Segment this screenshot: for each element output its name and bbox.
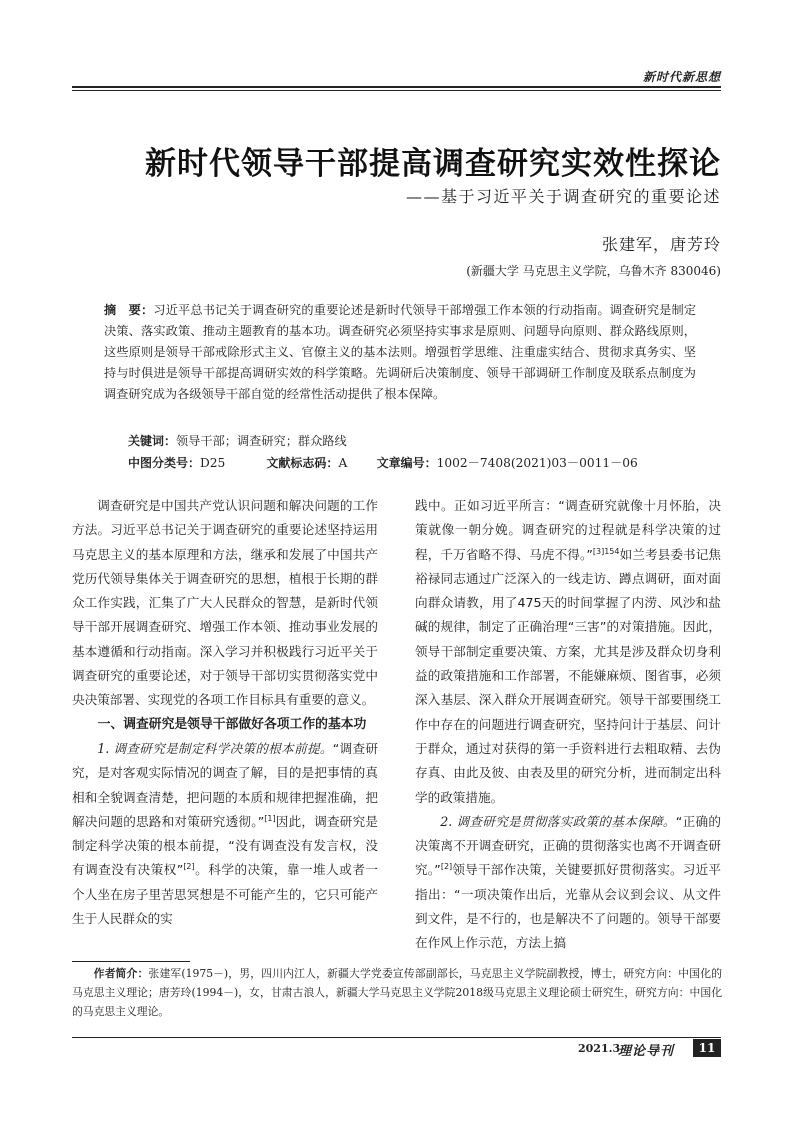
page-number: 11 [693, 1039, 721, 1057]
paragraph-lead: 1. 调查研究是制定科学决策的根本前提。 [97, 740, 333, 756]
clc-label: 中图分类号： [128, 456, 201, 470]
paragraph-lead: 2. 调查研究是贯彻落实政策的基本保障。 [440, 813, 676, 829]
header-rule [72, 86, 721, 88]
citation: [2] [183, 862, 195, 872]
issue-year: 2021.3 [578, 1042, 621, 1055]
footnote-rule [72, 961, 190, 962]
section-heading: 一、调查研究是领导干部做好各项工作的基本功 [97, 716, 367, 732]
body-text: 践中。正如习近平所言：“调查研究就像十月怀胎，决策就像一朝分娩。调查研究的过程就是科学决策的过程，千万省略不得、马虎不得。” [415, 498, 721, 562]
body-text: 因此，调查研究是制定科学决策的根本前提，“没有调查没有发言权，没有调查没有决策权” [72, 813, 379, 878]
body-paragraph: 调查研究是中国共产党认识问题和解决问题的工作方法。习近平总书记关于调查研究的重要论述坚持运用马克思主义的基本原理和方法，继承和发展了中国共产党历代领导集体关于调查研究的思想，植根于长期的群众工作实践，汇集了广大人民群众的智慧，是新时代领导干部开展调查研究、增强工作本领、推动事业发展的基本遵循和行动指南。深入学习并积极践行习近平关于调查研究的重要论述，对于领导干部切实贯彻落实党中央决策部署、实现党的各项工作目标具有重要的意义。 [72, 498, 378, 708]
author-footnote [72, 964, 722, 1021]
body-column-left [72, 494, 378, 931]
header-rule-thin [72, 90, 721, 91]
footnote-text: 张建军(1975－)，男，四川内江人，新疆大学党委宣传部副部长，马克思主义学院副教授，博士，研究方向：中国化的马克思主义理论；唐芳玲(1994－)，女，甘肃古浪人，新疆大学马克思主义学院2018级马克思主义理论硕士研究生，研究方向：中国化的马克思主义理论。 [72, 967, 723, 1018]
keywords-text: 领导干部；调查研究；群众路线 [176, 434, 347, 448]
body-text: 领导干部作决策，关键要抓好贯彻落实。习近平指出：“一项决策作出后，光靠从会议到会议、从文件到文件，是不行的，也是解决不了问题的。领导干部要在作风上作示范，方法上搞 [415, 862, 721, 951]
citation: [1] [264, 813, 276, 823]
journal-section-header: 新时代新思想 [642, 70, 721, 84]
footnote-label: 作者简介： [93, 967, 149, 980]
classification [128, 454, 638, 471]
affiliation: (新疆大学 马克思主义学院，乌鲁木齐 830046) [466, 264, 721, 278]
quote-text: “正确的决策离不开调查研究，正确的贯彻落实也离不开调查研究。” [415, 813, 721, 878]
clc-value: D25 [200, 456, 226, 470]
abstract [104, 300, 696, 405]
authors: 张建军，唐芳玲 [601, 235, 721, 254]
body-paragraph [72, 737, 378, 931]
article-title: 新时代领导干部提高调查研究实效性探论 [145, 146, 721, 182]
body-text: 。科学的决策，靠一堆人或者一个人坐在房子里苦思冥想是不可能产生的，它只可能产生于人民群众的实 [72, 862, 379, 927]
article-subtitle: ——基于习近平关于调查研究的重要论述 [405, 187, 721, 206]
keywords [128, 432, 347, 449]
keywords-label: 关键词： [128, 434, 177, 448]
article-number-label: 文章编号： [376, 456, 437, 470]
citation: [2] [440, 862, 453, 872]
body-paragraph [415, 494, 721, 810]
article-number-value: 1002－7408(2021)03－0011－06 [436, 456, 638, 470]
body-text: 如兰考县委书记焦裕禄同志通过广泛深入的一线走访、蹲点调研，面对面向群众请教，用了475天的时间掌握了内涝、风沙和盐碱的规律，制定了正确治理“三害”的对策措施。因此，领导干部制定重要决策、方案，尤其是涉及群众切身利益的政策措施和工作部署，不能嫌麻烦、图省事，必须深入基层、深入群众开展调查研究。领导干部要围绕工作中存在的问题进行调查研究，坚持问计于基层、问计于群众，通过对获得的第一手资料进行去粗取精、去伪存真、由此及彼、由表及里的研究分析，进而制定出科学的政策措施。 [415, 546, 721, 805]
abstract-label: 摘 要： [104, 303, 154, 317]
journal-name: 理论导刊 [618, 1044, 675, 1059]
doc-code-value: A [338, 456, 348, 470]
citation: [3]154 [592, 546, 620, 556]
body-column-right [415, 494, 721, 956]
body-paragraph [415, 810, 721, 956]
footer-rule [72, 1037, 721, 1038]
doc-code-label: 文献标志码： [266, 456, 339, 470]
abstract-text: 习近平总书记关于调查研究的重要论述是新时代领导干部增强工作本领的行动指南。调查研究是制定决策、落实政策、推动主题教育的基本功。调查研究必须坚持实事求是原则、问题导向原则、群众路线原则，这些原则是领导干部戒除形式主义、官僚主义的基本法则。增强哲学思维、注重虚实结合、贯彻求真务实、坚持与时俱进是领导干部提高调研实效的科学策略。先调研后决策制度、领导干部调研工作制度及联系点制度为调查研究成为各级领导干部自觉的经常性活动提供了根本保障。 [104, 303, 697, 401]
quote-text: “调查研究，是对客观实际情况的调查了解，目的是把事情的真相和全貌调查清楚，把问题的本质和规律把握准确，把解决问题的思路和对策研究透彻。” [72, 740, 378, 829]
